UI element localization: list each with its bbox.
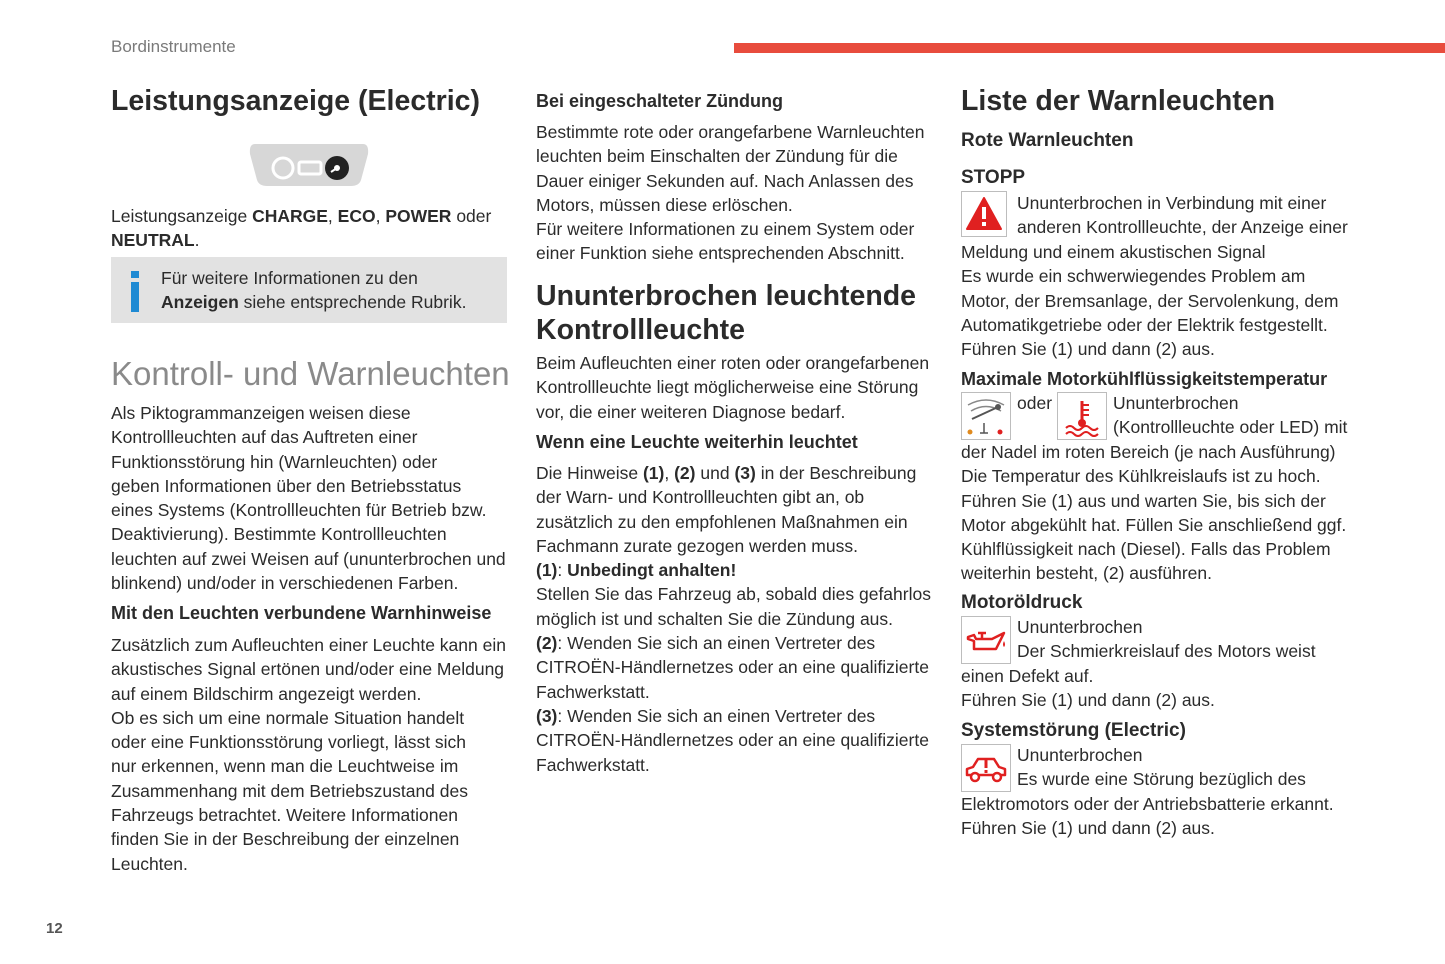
temperature-needle-gauge-icon — [961, 392, 1011, 440]
coolant-text-top: Ununterbrochen (Kontrollleuchte oder LED) mit — [1113, 393, 1348, 438]
system-fault-title: Systemstörung (Electric) — [961, 720, 1186, 741]
section-title-continuous-light: Ununterbrochen leuchtende Kontrollleuchte — [536, 280, 917, 346]
system-fault-text-top: Ununterbrochen Es wurde eine Störung bezüglich des — [1017, 745, 1306, 790]
oil-title: Motoröldruck — [961, 592, 1083, 613]
oil-text: einen Defekt auf. Führen Sie (1) und dann (2) aus. — [961, 666, 1215, 711]
stop-text-top: Ununterbrochen in Verbindung mit einer anderen Kontrollleuchte, der Anzeige einer — [1017, 193, 1348, 238]
section-title-warning-list: Liste der Warnleuchten — [961, 85, 1276, 117]
subsection-title-still-lit: Wenn eine Leuchte weiterhin leuchtet — [536, 432, 858, 452]
ignition-body: Bestimmte rote oder orangefarbene Warnleuchten leuchten beim Einschalten der Zündung für die Dauer einiger Sekunden auf. Nach Anlassen des Motors, müssen diese erlöschen. Für weitere Informationen zu einem System oder einer Funktion siehe entsprechenden Abschnitt. — [536, 122, 925, 264]
stop-title: STOPP — [961, 167, 1026, 188]
oil-text-top: Ununterbrochen Der Schmierkreislauf des Motors weist — [1017, 617, 1316, 662]
still-lit-body: Die Hinweise (1), (2) und (3) in der Beschreibung der Warn- und Kontrollleuchten gibt an, ob zusätzlich zu den empfohlenen Maßnahmen ein Fachmann zurate gezogen werden muss. (1): Unbedingt anhalten! Stellen Sie das Fahrzeug ab, sobald dies gefahrlos möglich ist und schalten Sie die Zündung aus. (2): Wenden Sie sich an einen Vertreter des CITROËN-Händlernetzes oder an eine qualifizierte Fachwerkstatt. (3): Wenden Sie sich an einen Vertreter des CITROËN-Händlernetzes oder an eine qualifizierte Fachwerkstatt. — [536, 463, 931, 775]
power-gauge-icon — [247, 142, 371, 188]
power-gauge-description: Leistungsanzeige CHARGE, ECO, POWER oder NEUTRAL. — [111, 206, 492, 251]
system-fault-text: Elektromotors oder der Antriebsbatterie erkannt. Führen Sie (1) und dann (2) aus. — [961, 794, 1334, 839]
page-number: 12 — [46, 920, 63, 937]
continuous-light-body: Beim Aufleuchten einer roten oder orangefarbenen Kontrollleuchte liegt möglicherweise eine Störung vor, die einer weiteren Diagnose bedarf. — [536, 353, 930, 422]
section-title-warning-lights: Kontroll- und Warnleuchten — [111, 355, 510, 392]
coolant-oder: oder — [1017, 393, 1053, 413]
warnings-body: Zusätzlich zum Aufleuchten einer Leuchte kann ein akustisches Signal ertönen und/oder eine Meldung auf einem Bildschirm angezeigt werden. Ob es sich um eine normale Situation handelt oder eine Funktionsstörung vorliegt, lässt sich nur erkennen, wenn man die Leuchtweise im Zusammenhang mit dem Betriebszustand des Fahrzeugs betrachtet. Weitere Informationen finden Sie in der Beschreibung der einzelnen Leuchten. — [111, 635, 506, 874]
info-text: Für weitere Informationen zu den Anzeigen siehe entsprechende Rubrik. — [161, 268, 467, 313]
subsection-title-warnings: Mit den Leuchten verbundene Warnhinweise — [111, 603, 492, 623]
warning-triangle-icon — [961, 191, 1007, 237]
stop-text: Meldung und einem akustischen Signal Es wurde ein schwerwiegendes Problem am Motor, der Bremsanlage, der Servolenkung, dem Automatikgetriebe oder der Elektrik festgestellt. Führen Sie (1) und dann (2) aus. — [961, 242, 1339, 360]
section-title-power-gauge: Leistungsanzeige (Electric) — [111, 85, 481, 117]
warning-lights-intro: Als Piktogrammanzeigen weisen diese Kontrollleuchten auf das Auftreten einer Funktionsstörung hin (Warnleuchten) oder geben Informationen über den Betriebsstatus eines Systems (Kontrollleuchten für Betrieb bzw. Deaktivierung). Bestimmte Kontrollleuchten leuchten auf zwei Weisen auf (ununterbrochen und blinkend) und/oder in verschiedenen Farben. — [111, 403, 506, 594]
info-box — [111, 257, 507, 323]
coolant-temperature-icon — [1057, 392, 1107, 440]
header-accent-bar — [734, 43, 1445, 53]
car-fault-icon — [961, 744, 1011, 792]
coolant-text: der Nadel im roten Bereich (je nach Ausführung) Die Temperatur des Kühlkreislaufs ist zu hoch. Führen Sie (1) aus und warten Sie, bis sich der Motor abgekühlt hat. Füllen Sie anschließend ggf. Kühlflüssigkeit nach (Diesel). Falls das Problem weiterhin besteht, (2) ausführen. — [961, 442, 1347, 584]
running-header: Bordinstrumente — [111, 37, 236, 56]
info-icon — [129, 271, 143, 311]
coolant-title: Maximale Motorkühlflüssigkeitstemperatur — [961, 369, 1328, 389]
oil-pressure-icon — [961, 616, 1011, 664]
subsection-title-ignition: Bei eingeschalteter Zündung — [536, 91, 784, 111]
subsection-title-red-lights: Rote Warnleuchten — [961, 130, 1134, 151]
